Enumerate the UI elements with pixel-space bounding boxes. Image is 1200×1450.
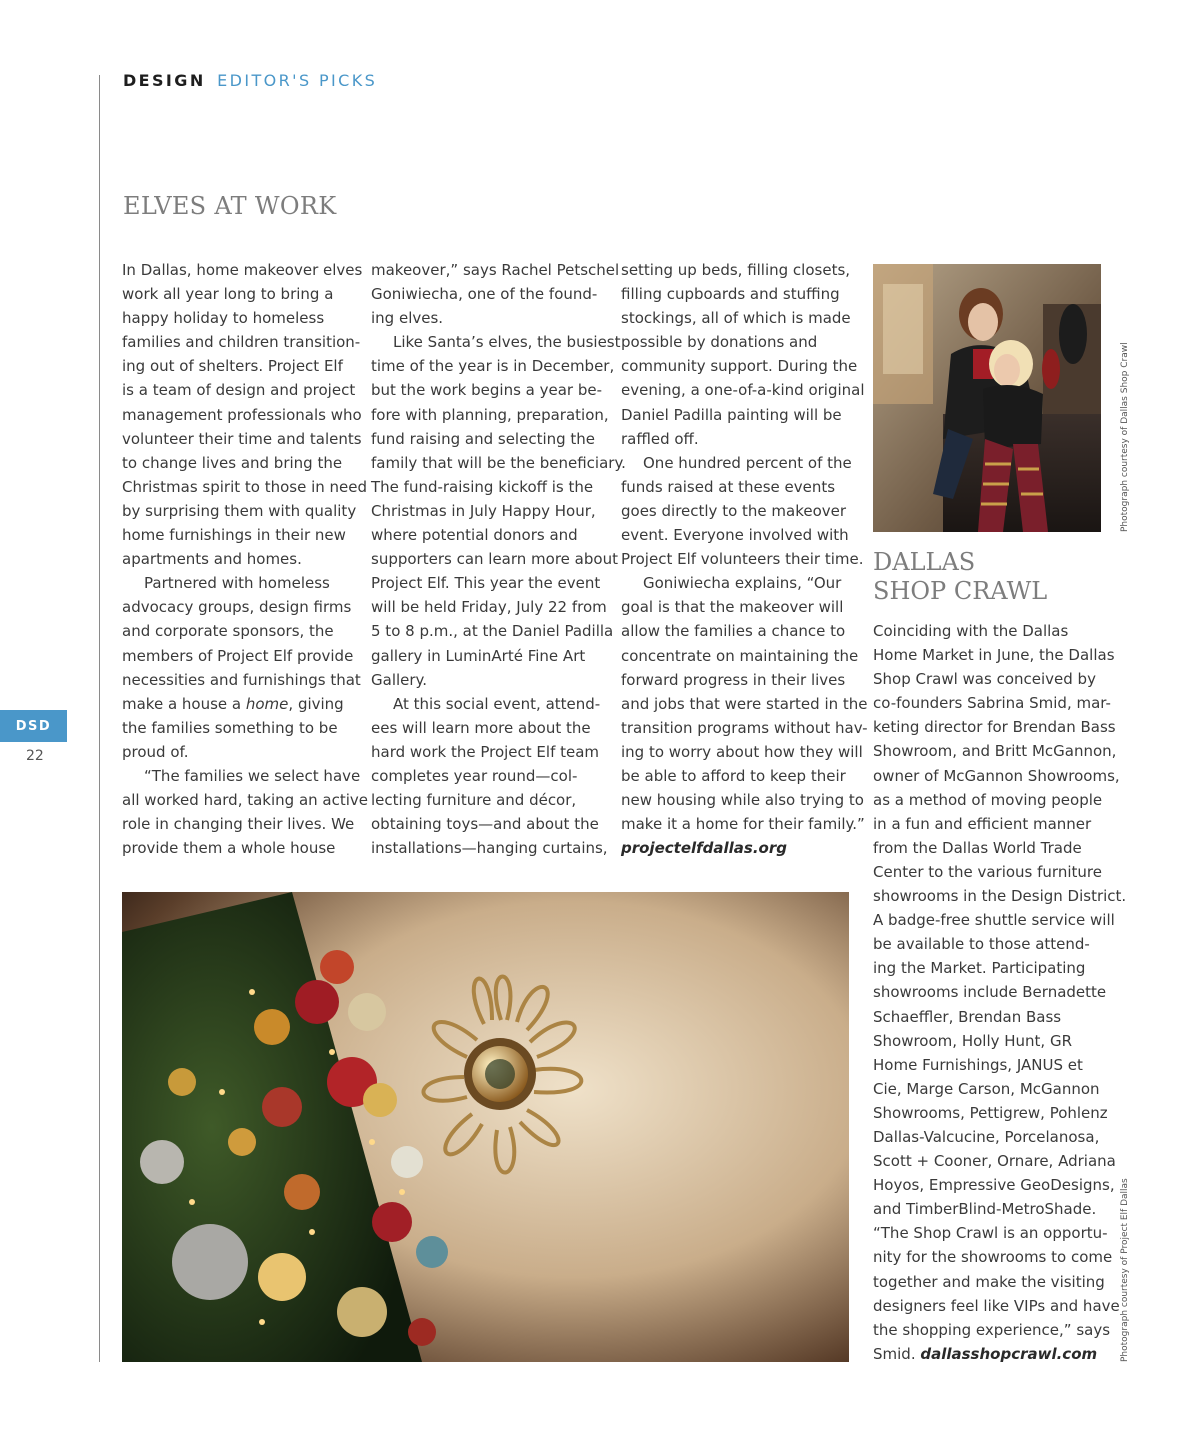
text-line: “The families we select have xyxy=(144,766,361,785)
text-line: Coinciding with the Dallas xyxy=(873,622,1069,640)
text-line: be able to afford to keep their xyxy=(621,766,846,785)
text-line: ing the Market. Participating xyxy=(873,959,1086,978)
text-line: make a house a home, giving xyxy=(122,694,344,713)
text-line: Goniwiecha, one of the found- xyxy=(371,285,598,304)
text-line: ing elves. xyxy=(371,309,444,328)
text-line: is a team of design and project xyxy=(122,381,356,400)
text-line: setting up beds, filling closets, xyxy=(621,261,851,279)
article-column-3 xyxy=(621,258,868,860)
text-line: where potential donors and xyxy=(371,526,578,545)
sidebar-headline-line-2: SHOP CRAWL xyxy=(873,577,1048,605)
text-line: Scott + Cooner, Ornare, Adriana xyxy=(873,1152,1116,1171)
text-line: keting director for Brendan Bass xyxy=(873,718,1116,737)
text-line: Home Market in June, the Dallas xyxy=(873,646,1115,665)
text-line: Goniwiecha explains, “Our xyxy=(643,574,842,593)
text-line: Smid. dallasshopcrawl.com xyxy=(873,1344,1098,1363)
text-line: management professionals who xyxy=(122,405,362,424)
text-line: time of the year is in December, xyxy=(371,357,615,376)
text-line: Project Elf. This year the event xyxy=(371,574,601,593)
text-line: members of Project Elf provide xyxy=(122,646,354,665)
text-line: gallery in LuminArté Fine Art xyxy=(371,646,586,665)
text-line: ing out of shelters. Project Elf xyxy=(122,357,343,376)
text-line: transition programs without hav- xyxy=(621,718,868,737)
text-line: from the Dallas World Trade xyxy=(873,838,1082,857)
text-line: One hundred percent of the xyxy=(643,453,852,472)
text-line: Christmas in July Happy Hour, xyxy=(371,501,596,520)
text-line: work all year long to bring a xyxy=(122,285,334,304)
text-line: Showroom, and Britt McGannon, xyxy=(873,742,1117,761)
text-line: as a method of moving people xyxy=(873,790,1103,809)
text-line: volunteer their time and talents xyxy=(122,429,362,448)
text-line: all worked hard, taking an active xyxy=(122,791,369,810)
text-line: will be held Friday, July 22 from xyxy=(371,598,607,617)
text-line: role in changing their lives. We xyxy=(122,815,355,834)
text-line: hard work the Project Elf team xyxy=(371,742,600,761)
text-line: Shop Crawl was conceived by xyxy=(873,670,1096,689)
sidebar-headline xyxy=(873,548,1047,606)
text-line: but the work begins a year be- xyxy=(371,381,603,400)
text-line: family that will be the beneficiary. xyxy=(371,453,626,472)
text-line: designers feel like VIPs and have xyxy=(873,1296,1120,1315)
text-line: evening, a one-of-a-kind original xyxy=(621,381,865,400)
sidebar-headline-line-1: DALLAS xyxy=(873,548,976,576)
text-line: Partnered with homeless xyxy=(144,574,330,593)
text-line: goes directly to the makeover xyxy=(621,501,847,520)
text-line: fore with planning, preparation, xyxy=(371,405,609,424)
text-line: fund raising and selecting the xyxy=(371,429,596,448)
text-line: Cie, Marge Carson, McGannon xyxy=(873,1079,1100,1098)
text-line: possible by donations and xyxy=(621,333,818,352)
text-line: be available to those attend- xyxy=(873,935,1090,954)
text-line: home furnishings in their new xyxy=(122,526,346,545)
text-line: nity for the showrooms to come xyxy=(873,1248,1113,1267)
text-line: “The Shop Crawl is an opportu- xyxy=(873,1224,1108,1243)
section-name: DESIGN xyxy=(123,71,206,90)
text-line: The fund-raising kickoff is the xyxy=(371,477,594,496)
tree-photo-credit: Photograph courtesy of Project Elf Dallas xyxy=(1120,1178,1130,1362)
text-line: to change lives and bring the xyxy=(122,453,343,472)
text-line: funds raised at these events xyxy=(621,477,836,496)
text-line: community support. During the xyxy=(621,357,858,376)
section-header xyxy=(123,71,377,90)
text-line: the families something to be xyxy=(122,718,338,737)
portrait-photo xyxy=(873,264,1101,532)
text-line: Schaeffler, Brendan Bass xyxy=(873,1007,1062,1026)
text-line: obtaining toys—and about the xyxy=(371,815,599,834)
text-line: in a fun and efficient manner xyxy=(873,814,1092,833)
text-line: and corporate sponsors, the xyxy=(122,622,334,641)
text-line: happy holiday to homeless xyxy=(122,309,325,328)
christmas-tree-photo xyxy=(122,892,849,1362)
portrait-photo-credit: Photograph courtesy of Dallas Shop Crawl xyxy=(1120,342,1130,532)
text-line: goal is that the makeover will xyxy=(621,598,844,617)
text-line: Showroom, Holly Hunt, GR xyxy=(873,1031,1073,1050)
text-line: Gallery. xyxy=(371,670,428,689)
text-line: raffled off. xyxy=(621,429,699,448)
text-line: make it a home for their family.” xyxy=(621,815,865,834)
text-line: forward progress in their lives xyxy=(621,670,846,689)
text-line: Dallas-Valcucine, Porcelanosa, xyxy=(873,1127,1100,1146)
text-line: allow the families a chance to xyxy=(621,622,846,641)
text-line: lecting furniture and décor, xyxy=(371,791,577,810)
text-line: completes year round—col- xyxy=(371,766,578,785)
website-link[interactable]: projectelfdallas.org xyxy=(621,839,787,858)
text-line: Showrooms, Pettigrew, Pohlenz xyxy=(873,1103,1108,1122)
text-line: stockings, all of which is made xyxy=(621,309,851,328)
text-line: co-founders Sabrina Smid, mar- xyxy=(873,694,1111,713)
text-line: ing to worry about how they will xyxy=(621,742,863,761)
text-line: Daniel Padilla painting will be xyxy=(621,405,842,424)
text-line: advocacy groups, design firms xyxy=(122,598,352,617)
text-line: concentrate on maintaining the xyxy=(621,646,859,665)
article-headline: ELVES AT WORK xyxy=(123,192,337,220)
text-line: families and children transition- xyxy=(122,333,361,352)
text-line: Like Santa’s elves, the busiest xyxy=(393,333,621,352)
text-line: showrooms in the Design District. xyxy=(873,887,1127,906)
text-line: At this social event, attend- xyxy=(393,694,601,713)
subsection-name: EDITOR'S PICKS xyxy=(217,71,378,90)
left-rule xyxy=(99,75,100,1362)
text-line: together and make the visiting xyxy=(873,1272,1105,1291)
text-line: new housing while also trying to xyxy=(621,791,864,810)
text-line: installations—hanging curtains, xyxy=(371,839,608,858)
page-number: 22 xyxy=(26,748,44,764)
text-line: Home Furnishings, JANUS et xyxy=(873,1055,1083,1074)
text-line: makeover,” says Rachel Petschel xyxy=(371,261,620,279)
text-line: Center to the various furniture xyxy=(873,862,1102,881)
text-line: Hoyos, Empressive GeoDesigns, xyxy=(873,1176,1115,1195)
text-line: Project Elf volunteers their time. xyxy=(621,550,864,569)
text-line: filling cupboards and stuffing xyxy=(621,285,840,304)
text-line: 5 to 8 p.m., at the Daniel Padilla xyxy=(371,622,614,641)
text-line: A badge-free shuttle service will xyxy=(873,911,1115,930)
text-line: provide them a whole house xyxy=(122,839,336,858)
text-line: by surprising them with quality xyxy=(122,501,357,520)
text-line: In Dallas, home makeover elves xyxy=(122,261,363,279)
folio-tab: DSD xyxy=(0,710,67,742)
text-line: event. Everyone involved with xyxy=(621,526,849,545)
website-link[interactable]: dallasshopcrawl.com xyxy=(920,1344,1098,1363)
article-column-2 xyxy=(371,258,626,860)
text-line: owner of McGannon Showrooms, xyxy=(873,766,1120,785)
text-line: supporters can learn more about xyxy=(371,550,618,569)
text-line: proud of. xyxy=(122,742,189,761)
text-line: showrooms include Bernadette xyxy=(873,983,1107,1002)
text-line: Christmas spirit to those in need xyxy=(122,477,368,496)
text-line: the shopping experience,” says xyxy=(873,1320,1111,1339)
article-column-1 xyxy=(122,258,369,860)
text-line: and jobs that were started in the xyxy=(621,694,868,713)
text-line: apartments and homes. xyxy=(122,550,302,569)
text-line: and TimberBlind-MetroShade. xyxy=(873,1200,1097,1219)
text-line: necessities and furnishings that xyxy=(122,670,361,689)
text-line: ees will learn more about the xyxy=(371,718,591,737)
